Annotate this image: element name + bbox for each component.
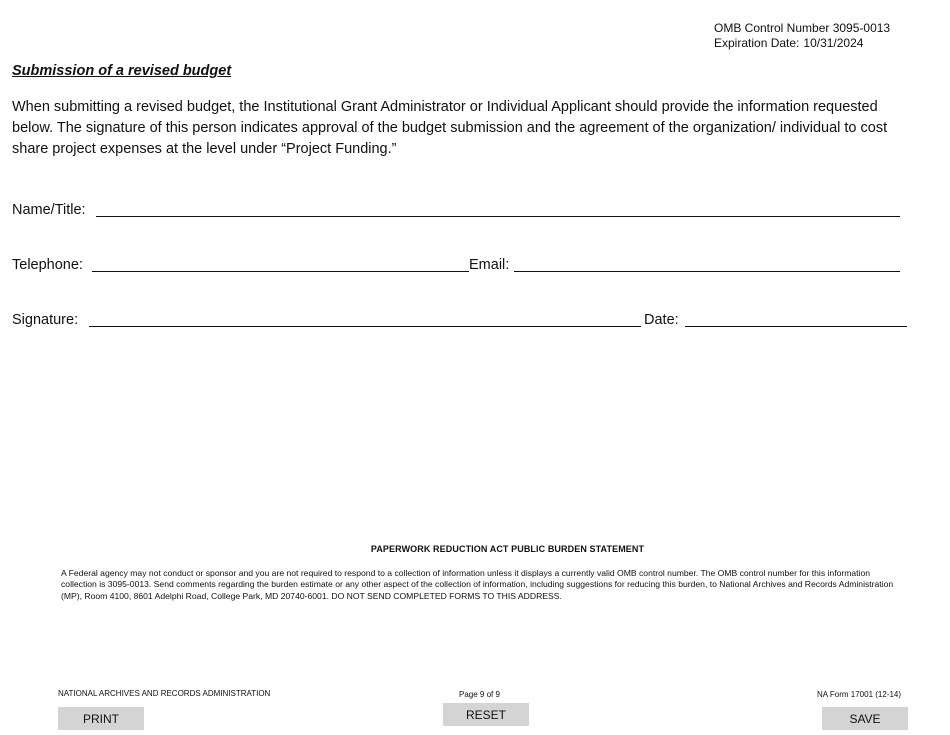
- reset-button[interactable]: RESET: [443, 703, 529, 726]
- paperwork-title: PAPERWORK REDUCTION ACT PUBLIC BURDEN STATEMENT: [370, 544, 645, 554]
- telephone-field[interactable]: [92, 271, 469, 272]
- footer-form-id: NA Form 17001 (12-14): [817, 690, 902, 699]
- footer-page-number: Page 9 of 9: [459, 690, 500, 699]
- expiration-row: [714, 36, 890, 51]
- email-field[interactable]: [514, 271, 900, 272]
- footer-agency: NATIONAL ARCHIVES AND RECORDS ADMINISTRATION: [58, 689, 271, 698]
- expiration-date: 10/31/2024: [803, 36, 864, 50]
- date-label: Date:: [644, 312, 679, 328]
- name-title-label: Name/Title:: [12, 202, 86, 218]
- print-button[interactable]: PRINT: [58, 707, 144, 730]
- email-label: Email:: [469, 257, 510, 273]
- section-title: Submission of a revised budget: [12, 63, 232, 79]
- date-field[interactable]: [685, 326, 907, 327]
- save-button[interactable]: SAVE: [822, 707, 908, 730]
- omb-info: [714, 21, 890, 51]
- signature-field[interactable]: [89, 326, 641, 327]
- signature-label: Signature:: [12, 312, 79, 328]
- expiration-label: Expiration Date:: [714, 36, 800, 50]
- telephone-label: Telephone:: [12, 257, 83, 273]
- paperwork-body: A Federal agency may not conduct or sponsor and you are not required to respond to a collection of information unless it displays a currently valid OMB control number. The OMB control number for this information collection is 3095-0013. Send comments regarding the burden estimate or any other aspect of the collection of information, including suggestions for reducing this burden, to National Archives and Records Administration (MP), Room 4100, 8601 Adelphi Road, College Park, MD 20740-6001. DO NOT SEND COMPLETED FORMS TO THIS ADDRESS.: [61, 568, 894, 601]
- intro-paragraph: When submitting a revised budget, the Institutional Grant Administrator or Individual Applicant should provide the information requested below. The signature of this person indicates approval of the budget submission and the agreement of the organization/ individual to cost share project expenses at the level under “Project Funding.”: [12, 99, 888, 157]
- name-title-field[interactable]: [96, 216, 900, 217]
- omb-control-number: OMB Control Number 3095-0013: [714, 21, 891, 35]
